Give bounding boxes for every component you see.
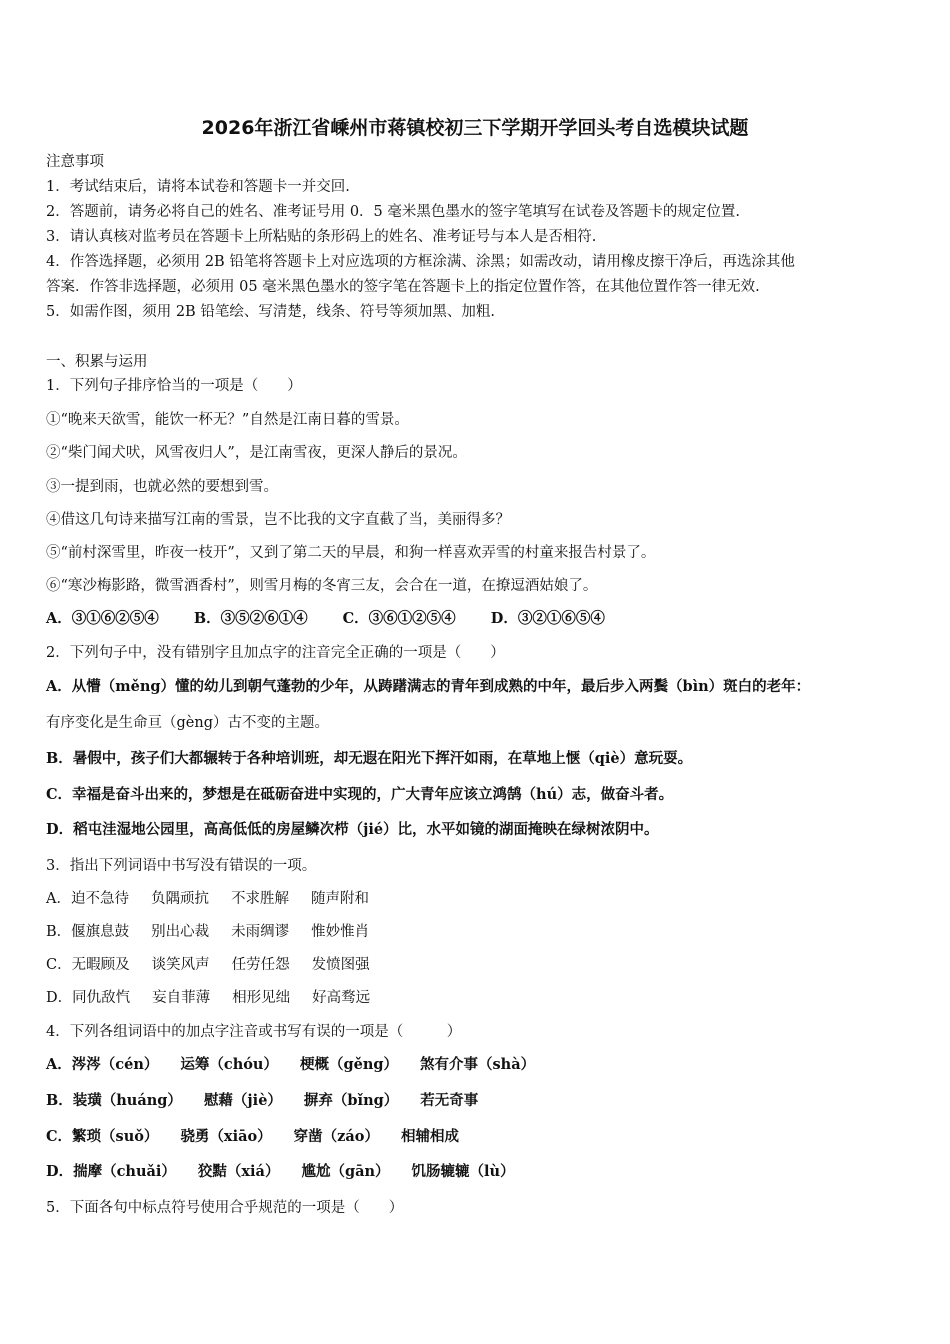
q4-label: D． — [46, 1163, 74, 1180]
q4-option-c — [46, 1127, 481, 1147]
q2-option-a: A．从懵（měng）懂的幼儿到朝气蓬勃的少年，从踌躇满志的青年到成熟的中年，最后步入两鬓（bìn）斑白的老年： — [46, 678, 811, 695]
note-item: 5．如需作图，须用 2B 铅笔绘、写清楚，线条、符号等须加黑、加粗. — [46, 304, 495, 320]
q3-word: 妄自菲薄 — [152, 990, 211, 1006]
q1-option-d: D．③②①⑥⑤④ — [490, 610, 605, 627]
q3-word: 未雨绸谬 — [231, 924, 290, 940]
q2-option-d: D．稻屯洼湿地公园里，高高低低的房屋鳞次栉（jié）比，水平如镜的湖面掩映在绿树浓阴中。 — [46, 821, 659, 838]
note-item: 答案．作答非选择题，必须用 05 毫米黑色墨水的签字笔在答题卡上的指定位置作答，在其他位置作答一律无效. — [46, 279, 760, 295]
q4-word: 狡黠（xiá） — [197, 1163, 280, 1180]
q4-label: B． — [46, 1092, 73, 1109]
note-item: 1．考试结束后，请将本试卷和答题卡一并交回. — [46, 179, 350, 195]
q3-label: B． — [46, 924, 72, 940]
q4-word: 煞有介事（shà） — [420, 1056, 536, 1073]
q3-word: 好高骛远 — [312, 990, 371, 1006]
q3-word: 谈笑风声 — [151, 957, 210, 973]
question-1-stem: 1．下列句子排序恰当的一项是（ ） — [46, 378, 302, 394]
q1-sentence: ③一提到雨，也就必然的要想到雪。 — [46, 479, 278, 495]
q4-option-b — [46, 1091, 500, 1111]
q4-word: 涔涔（cén） — [71, 1056, 159, 1073]
q3-option-a — [46, 889, 391, 909]
notes-heading: 注意事项 — [46, 154, 104, 170]
q2-option-b: B．暑假中，孩子们大都辗转于各种培训班，却无遐在阳光下挥汗如雨，在草地上惬（qiè）意玩耍。 — [46, 750, 693, 767]
q3-word: 随声附和 — [310, 891, 369, 907]
q3-word: 任劳任怨 — [231, 957, 290, 973]
q3-word: 负隅顽抗 — [150, 891, 209, 907]
q3-label: A． — [46, 891, 71, 907]
q4-word: 穿凿（záo） — [293, 1128, 379, 1145]
q3-word: 不求胜解 — [230, 891, 289, 907]
q4-word: 饥肠辘辘（lù） — [411, 1163, 515, 1180]
q4-word: 若无奇事 — [420, 1092, 479, 1109]
q1-sentence: ④借这几句诗来描写江南的雪景，岂不比我的文字直截了当，美丽得多？ — [46, 512, 510, 528]
q4-word: 摒弃（bǐng） — [303, 1092, 399, 1109]
q1-sentence: ②“柴门闻犬吠，风雪夜归人”，是江南雪夜，更深人静后的景况。 — [46, 445, 467, 461]
q1-option-c: C．③⑥①②⑤④ — [342, 610, 456, 627]
q1-option-b: B．③⑤②⑥①④ — [193, 610, 308, 627]
q4-word: 慰藉（jiè） — [203, 1092, 282, 1109]
q3-word: 偃旗息鼓 — [71, 924, 130, 940]
q3-word: 惟妙惟肖 — [311, 924, 370, 940]
q4-word: 揣摩（chuǎi） — [73, 1163, 176, 1180]
q4-word: 梗概（gěng） — [299, 1056, 399, 1073]
question-5-stem: 5．下面各句中标点符号使用合乎规范的一项是（ ） — [46, 1200, 404, 1216]
q4-word: 骁勇（xiāo） — [180, 1128, 272, 1145]
q4-word: 尴尬（gān） — [301, 1163, 390, 1180]
q4-label: C． — [46, 1128, 73, 1145]
q4-label: A． — [46, 1056, 72, 1073]
q3-option-c — [46, 955, 392, 975]
q3-label: C． — [46, 957, 72, 973]
q3-word: 别出心裁 — [151, 924, 210, 940]
q4-word: 运筹（chóu） — [180, 1056, 278, 1073]
q4-word: 相辅相成 — [400, 1128, 459, 1145]
q4-option-d — [46, 1162, 537, 1182]
q3-word: 迫不急待 — [70, 891, 129, 907]
question-2-stem: 2．下列句子中，没有错别字且加点字的注音完全正确的一项是（ ） — [46, 645, 505, 661]
note-item: 3．请认真核对监考员在答题卡上所粘贴的条形码上的姓名、准考证号与本人是否相符. — [46, 229, 597, 245]
question-4-stem: 4．下列各组词语中的加点字注音或书写有误的一项是（ ） — [46, 1024, 462, 1040]
q3-word: 同仇敌忾 — [72, 990, 131, 1006]
q1-sentence: ⑥“寒沙梅影路，微雪酒香村”，则雪月梅的冬宵三友，会合在一道，在撩逗酒姑娘了。 — [46, 578, 598, 594]
q3-word: 发愤图强 — [311, 957, 370, 973]
question-3-stem: 3．指出下列词语中书写没有错误的一项。 — [46, 858, 317, 874]
q4-word: 繁琐（suǒ） — [72, 1128, 159, 1145]
note-item: 2．答题前，请务必将自己的姓名、准考证号用 0．5 毫米黑色墨水的签字笔填写在试卷及答题卡的规定位置. — [46, 204, 740, 220]
q3-word: 无暇顾及 — [71, 957, 130, 973]
q1-sentence: ①“晚来天欲雪，能饮一杯无？”自然是江南日暮的雪景。 — [46, 412, 409, 428]
q4-word: 装璜（huáng） — [72, 1092, 182, 1109]
q3-label: D． — [46, 990, 73, 1006]
q1-options — [46, 609, 635, 629]
q3-word: 相形见绌 — [232, 990, 291, 1006]
q2-option-c: C．幸福是奋斗出来的，梦想是在砥砺奋进中实现的，广大青年应该立鸿鹄（hú）志，做奋斗者。 — [46, 786, 674, 803]
note-item: 4．作答选择题，必须用 2B 铅笔将答题卡上对应选项的方框涂满、涂黑；如需改动，请用橡皮擦干净后，再选涂其他 — [46, 254, 795, 270]
page-title: 2026年浙江省嵊州市蒋镇校初三下学期开学回头考自选模块试题 — [201, 117, 749, 139]
q4-option-a — [46, 1055, 557, 1075]
q2-option-a-cont: 有序变化是生命亘（gèng）古不变的主题。 — [46, 715, 329, 731]
q3-option-d — [46, 988, 392, 1008]
q1-sentence: ⑤“前村深雪里，昨夜一枝开”，又到了第二天的早晨，和狗一样喜欢弄雪的村童来报告村景了。 — [46, 545, 656, 561]
section-heading: 一、积累与运用 — [46, 354, 148, 370]
q3-option-b — [46, 922, 391, 942]
q1-option-a: A．③①⑥②⑤④ — [46, 610, 159, 627]
